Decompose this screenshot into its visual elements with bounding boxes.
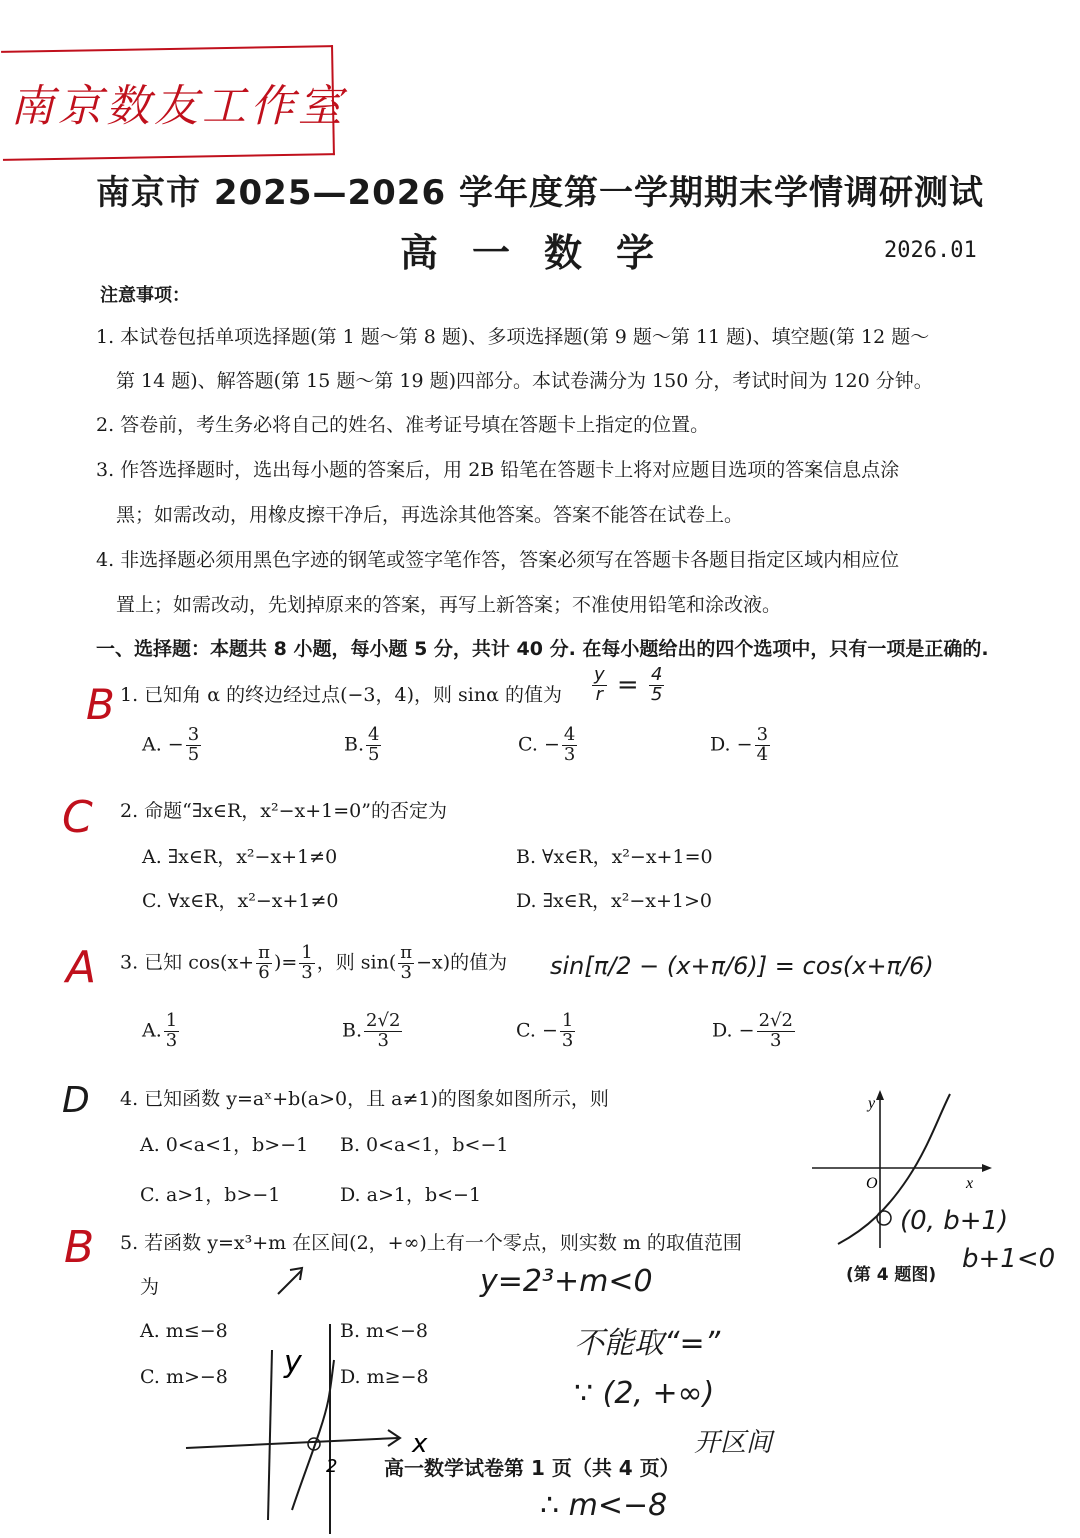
notice-heading: 注意事项： <box>100 285 190 306</box>
q4-y-label: y <box>868 1095 876 1112</box>
q5-work-5: ∴ m<−8 <box>540 1488 668 1523</box>
q5-arrow-sketch <box>272 1262 312 1298</box>
q2-option-b: B. ∀x∈R，x²−x+1=0 <box>516 846 713 868</box>
answer-mark-q2: C <box>62 792 93 843</box>
sketch-x-label: x <box>412 1429 428 1459</box>
q1-option-c: C. − $\frac{4}{3}$ <box>518 724 576 765</box>
q1-work: $\frac{y}{r}$ = $\frac{4}{5}$ <box>594 664 663 705</box>
q5-work-2: 不能取“=” <box>574 1326 721 1361</box>
notice-line-7: 置上；如需改动，先划掉原来的答案，再写上新答案；不准使用铅笔和涂改液。 <box>116 594 782 616</box>
q3-stem: 3. 已知 cos(x+ $\frac{\pi}{6}$ )= $\frac{1}{3}$ ，则 sin( $\frac{\pi}{3}$ −x)的值为 <box>120 942 508 983</box>
q4-stem: 4. 已知函数 y=aˣ+b(a>0，且 a≠1)的图象如图所示，则 <box>120 1088 609 1110</box>
notice-line-3: 2. 答卷前，考生务必将自己的姓名、准考证号填在答题卡上指定的位置。 <box>96 414 710 436</box>
q5-option-b: B. m<−8 <box>340 1320 428 1342</box>
q5-option-d: D. m≥−8 <box>340 1366 429 1388</box>
q4-y-arrow <box>876 1090 884 1100</box>
q4-option-d: D. a>1，b<−1 <box>340 1184 482 1206</box>
sketch-2-label: 2 <box>326 1456 338 1477</box>
q5-sketch-graph <box>180 1320 430 1538</box>
sketch-x-axis <box>186 1438 398 1448</box>
page-footer: 高一数学试卷第 1 页（共 4 页） <box>384 1456 680 1480</box>
q5-option-a: A. m≤−8 <box>140 1320 228 1342</box>
answer-mark-q3: A <box>66 942 97 993</box>
stamp-text: 南京数友工作室 <box>10 81 346 132</box>
q5-stem: 5. 若函数 y=x³+m 在区间(2，+∞)上有一个零点，则实数 m 的取值范围 <box>120 1232 742 1254</box>
sketch-y-label: y <box>284 1345 302 1380</box>
answer-mark-q5: B <box>64 1222 95 1273</box>
q2-option-a: A. ∃x∈R，x²−x+1≠0 <box>142 846 338 868</box>
notice-line-6: 4. 非选择题必须用黑色字迹的钢笔或签字笔作答，答案必须写在答题卡各题目指定区域内相应位 <box>96 549 900 571</box>
sketch-curve <box>292 1360 334 1510</box>
q3-option-d: D. − $\frac{2√2}{3}$ <box>712 1010 793 1051</box>
section-header: 一、选择题：本题共 8 小题，每小题 5 分，共计 40 分. 在每小题给出的四个选项中，只有一项是正确的. <box>96 638 989 660</box>
q1-stem: 1. 已知角 α 的终边经过点(−3，4)，则 sinα 的值为 <box>120 684 562 706</box>
q5-arrow-head <box>290 1268 302 1280</box>
q5-work-3: ∵ (2, +∞) <box>574 1376 715 1411</box>
q3-option-c: C. − $\frac{1}{3}$ <box>516 1010 574 1051</box>
subject-title: 高一数学 <box>400 231 689 275</box>
exam-date: 2026.01 <box>884 238 977 263</box>
answer-mark-q4: D <box>62 1080 90 1121</box>
q4-graph-caption: (第 4 题图) <box>846 1265 937 1285</box>
q5-work-1: y=2³+m<0 <box>480 1264 653 1299</box>
q5-work-4: 开区间 <box>694 1428 773 1458</box>
q4-intercept-point <box>877 1211 891 1225</box>
q4-origin-label: O <box>866 1175 878 1192</box>
q1-option-a: A. − $\frac{3}{5}$ <box>142 724 200 765</box>
answer-mark-q1: B <box>86 680 115 729</box>
q4-point-note: (0, b+1) <box>900 1206 1009 1236</box>
q5-arrow-line <box>278 1270 302 1294</box>
q3-work: sin[π/2 − (x+π/6)] = cos(x+π/6) <box>550 952 934 980</box>
q4-option-c: C. a>1，b>−1 <box>140 1184 281 1206</box>
q1-option-d: D. − $\frac{3}{4}$ <box>710 724 769 765</box>
q3-option-a: A. $\frac{1}{3}$ <box>142 1010 178 1051</box>
notice-line-1: 1. 本试卷包括单项选择题(第 1 题～第 8 题)、多项选择题(第 9 题～第 11 题)、填空题(第 12 题～ <box>96 326 930 348</box>
q2-option-c: C. ∀x∈R，x²−x+1≠0 <box>142 890 339 912</box>
q5-option-c: C. m>−8 <box>140 1366 228 1388</box>
notice-line-4: 3. 作答选择题时，选出每小题的答案后，用 2B 铅笔在答题卡上将对应题目选项的答案信息点涂 <box>96 459 900 481</box>
q4-x-label: x <box>966 1175 974 1192</box>
q4-x-arrow <box>982 1164 992 1172</box>
q4-option-a: A. 0<a<1，b>−1 <box>140 1134 309 1156</box>
notice-line-5: 黑；如需改动，用橡皮擦干净后，再选涂其他答案。答案不能答在试卷上。 <box>116 504 744 526</box>
q3-option-b: B. $\frac{2√2}{3}$ <box>342 1010 401 1051</box>
q2-option-d: D. ∃x∈R，x²−x+1>0 <box>516 890 713 912</box>
notice-line-2: 第 14 题)、解答题(第 15 题～第 19 题)四部分。本试卷满分为 150 分，考试时间为 120 分钟。 <box>116 370 933 392</box>
q5-stem-cont: 为 <box>140 1276 160 1298</box>
q4-condition-note: b+1<0 <box>962 1244 1056 1274</box>
sketch-y-axis <box>268 1350 272 1520</box>
q1-option-b: B. $\frac{4}{5}$ <box>344 724 380 765</box>
q4-option-b: B. 0<a<1，b<−1 <box>340 1134 509 1156</box>
exam-title: 南京市 2025—2026 学年度第一学期期末学情调研测试 <box>96 173 984 213</box>
q2-stem: 2. 命题“∃x∈R，x²−x+1=0”的否定为 <box>120 800 447 822</box>
